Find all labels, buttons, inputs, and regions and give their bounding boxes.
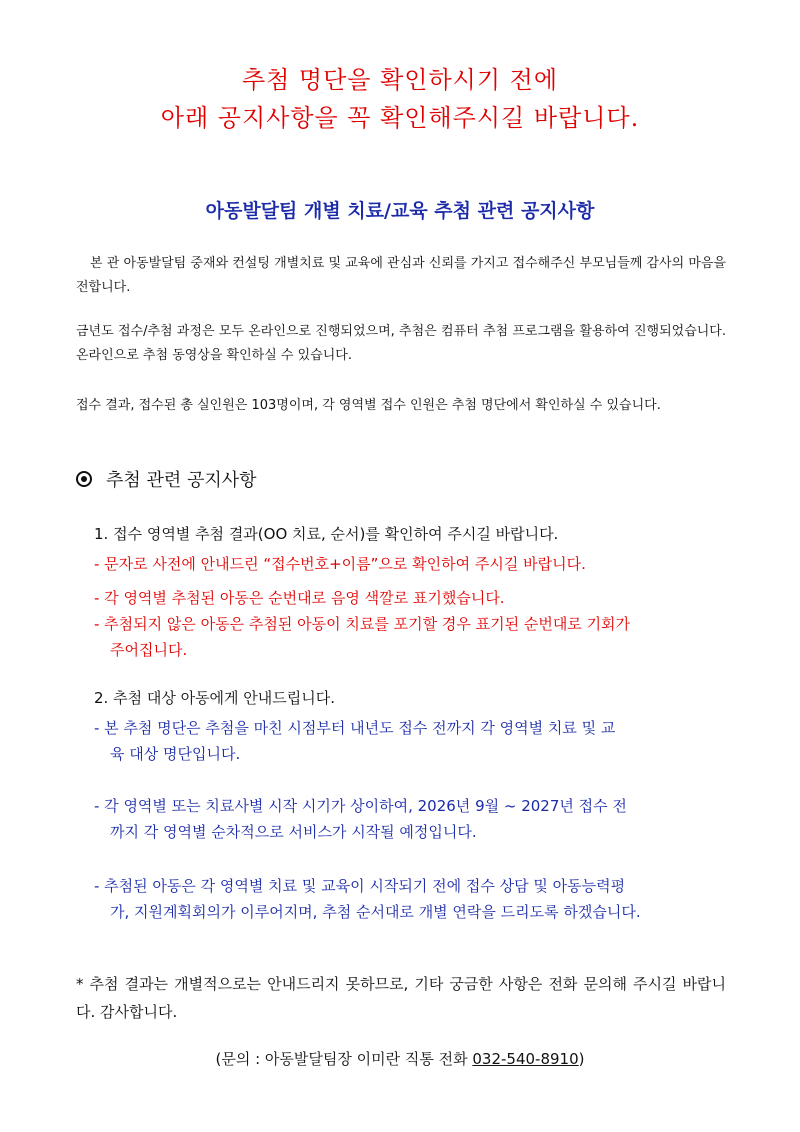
item-2-bullet-3-line-2: 가, 지원계획회의가 이루어지며, 추첨 순서대로 개별 연락을 드리도록 하겠습니다. (110, 903, 641, 921)
notice-title: 아동발달팀 개별 치료/교육 추첨 관련 공지사항 (205, 200, 595, 222)
item-2-heading: 2. 추첨 대상 아동에게 안내드립니다. (94, 689, 336, 707)
intro-paragraph-3: 접수 결과, 접수된 총 실인원은 103명이며, 각 영역별 접수 인원은 추첨 명단에서 확인하실 수 있습니다. (76, 398, 661, 413)
item-1-bullet-2: - 각 영역별 추첨된 아동은 순번대로 음영 색깔로 표기했습니다. (94, 589, 505, 607)
contact-suffix: ) (578, 1050, 585, 1068)
contact-phone: 032-540-8910 (472, 1050, 579, 1068)
contact-line (0, 1048, 800, 1069)
section-heading (76, 466, 257, 492)
item-1-bullet-3-line-2: 주어집니다. (110, 641, 188, 659)
item-2-bullet-1-line-1: - 본 추첨 명단은 추첨을 마친 시점부터 내년도 접수 전까지 각 영역별 치료 및 교 (94, 719, 616, 737)
item-2-bullet-2-line-2: 까지 각 영역별 순차적으로 서비스가 시작될 예정입니다. (110, 823, 477, 841)
item-1-bullet-1: - 문자로 사전에 안내드린 “접수번호+이름”으로 확인하여 주시길 바랍니다. (94, 555, 586, 573)
contact-prefix: (문의 : 아동발달팀장 이미란 직통 전화 (215, 1050, 473, 1068)
item-1-heading: 1. 접수 영역별 추첨 결과(OO 치료, 순서)를 확인하여 주시길 바랍니다. (94, 525, 559, 543)
intro-paragraph-1: 본 관 아동발달팀 중재와 컨설팅 개별치료 및 교육에 관심과 신뢰를 가지고 접수해주신 부모님들께 감사의 마음을 전합니다. (76, 256, 726, 295)
item-2-bullet-1-line-2: 육 대상 명단입니다. (110, 745, 241, 763)
footnote: * 추첨 결과는 개별적으로는 안내드리지 못하므로, 기타 궁금한 사항은 전화 문의해 주시길 바랍니다. 감사합니다. (76, 975, 726, 1021)
item-1-bullet-3-line-1: - 추첨되지 않은 아동은 추첨된 아동이 치료를 포기할 경우 표기된 순번대로 기회가 (94, 615, 631, 633)
intro-paragraph-2: 금년도 접수/추첨 과정은 모두 온라인으로 진행되었으며, 추첨은 컴퓨터 추첨 프로그램을 활용하여 진행되었습니다. 온라인으로 추첨 동영상을 확인하실 수 있습니다. (76, 324, 726, 363)
item-2-bullet-3-line-1: - 추첨된 아동은 각 영역별 치료 및 교육이 시작되기 전에 접수 상담 및 아동능력평 (94, 877, 626, 895)
warning-line-1: 추첨 명단을 확인하시기 전에 (241, 66, 559, 94)
section-heading-text: 추첨 관련 공지사항 (106, 470, 257, 491)
radio-bullet-icon (76, 471, 92, 487)
item-2-bullet-2-line-1: - 각 영역별 또는 치료사별 시작 시기가 상이하여, 2026년 9월 ~ 2027년 접수 전 (94, 797, 627, 815)
warning-line-2: 아래 공지사항을 꼭 확인해주시길 바랍니다. (160, 104, 640, 132)
